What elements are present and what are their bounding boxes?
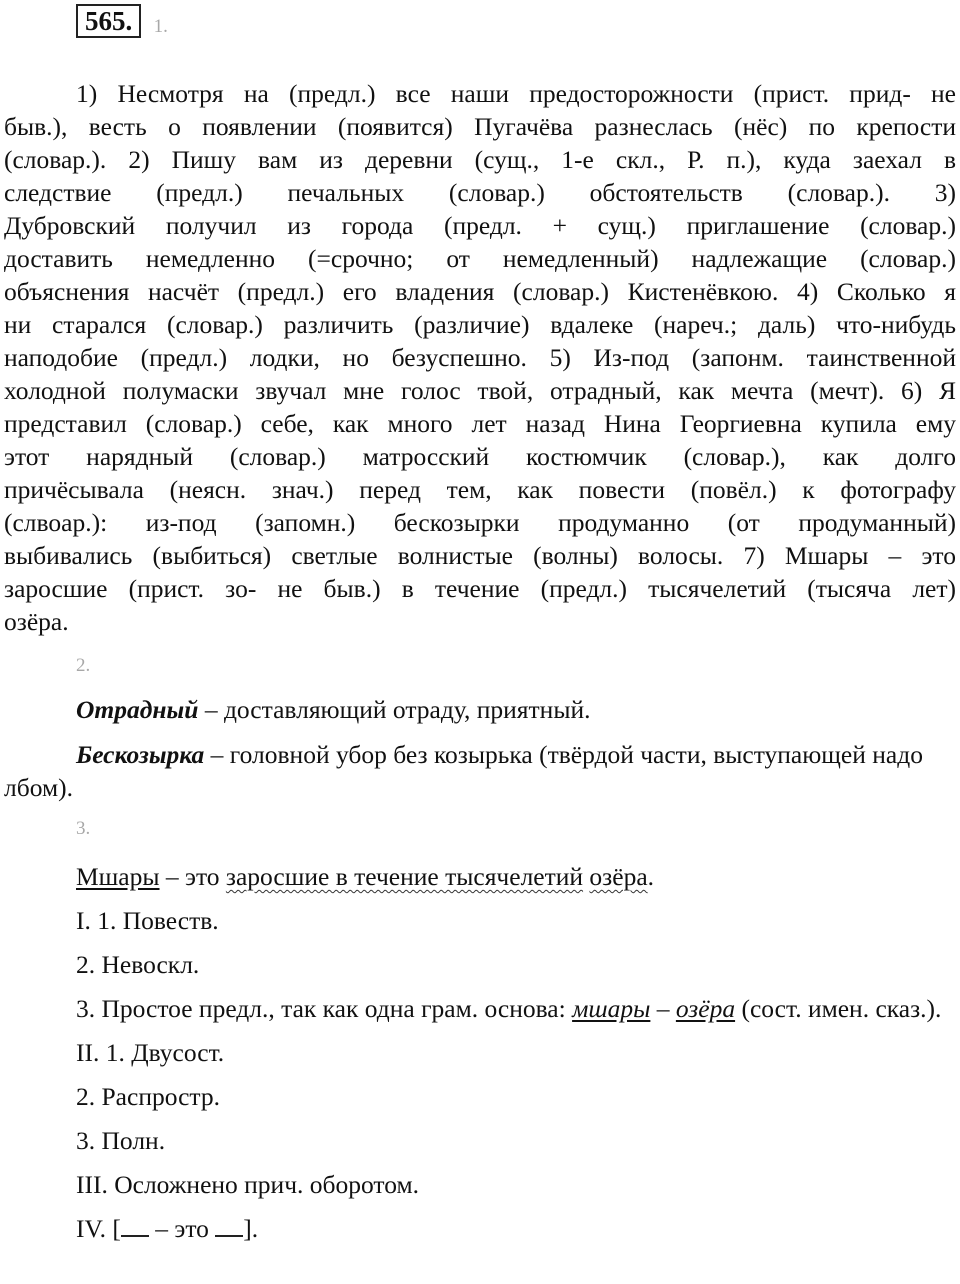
- analysis-text: (сост. имен. сказ.).: [735, 994, 942, 1023]
- analysis-text: 3. Простое предл., так как одна грам. основа:: [76, 994, 573, 1023]
- text-line: холодной полумаски звучал мне голос твой, отрадный, как мечта (мечт). 6) Я: [4, 376, 956, 405]
- dash-text: – это: [159, 862, 226, 891]
- text-line: (словар.). 2) Пишу вам из деревни (сущ., 1-е скл., Р. п.), куда заехал в: [4, 145, 956, 174]
- text-line: объяснения насчёт (предл.) его владения (словар.) Кистенёвкою. 4) Сколько я: [4, 277, 956, 306]
- text-line: быв.), весть о появлении (появится) Пугачёва разнеслась (нёс) по крепости: [4, 112, 956, 141]
- sentence-end: .: [647, 862, 655, 891]
- predicate-blank: [215, 1215, 243, 1237]
- analysis-item: III. Осложнено прич. оборотом.: [76, 1170, 419, 1199]
- analysis-item: I. 1. Повеств.: [76, 906, 219, 935]
- analysis-dash: –: [650, 994, 676, 1023]
- definition-term: Бескозырка: [76, 740, 205, 769]
- text-line: причёсывала (неясн. знач.) перед тем, как повести (повёл.) к фотографу: [4, 475, 956, 504]
- scheme-open: IV. [: [76, 1214, 121, 1243]
- grammar-predicate: озёра: [675, 994, 736, 1023]
- text-line: представил (словар.) себе, как много лет назад Нина Георгиевна купила ему: [4, 409, 956, 438]
- sentence-analysis: [4, 860, 956, 1256]
- subject-blank: [121, 1215, 149, 1237]
- scheme-mid: – это: [148, 1214, 216, 1243]
- analysis-item: [4, 992, 956, 1025]
- subject: Мшары: [76, 862, 160, 891]
- definitions: [4, 693, 956, 816]
- analysis-item: 3. Полн.: [76, 1126, 166, 1155]
- text-line: заросшие (прист. зо- не быв.) в течение (предл.) тысячелетий (тысяча лет): [4, 574, 956, 603]
- text-line: следствие (предл.) печальных (словар.) обстоятельств (словар.). 3): [4, 178, 956, 207]
- text-line: (слвоар.): из-под (запомн.) бескозырки продуманно (от продуманный): [4, 508, 956, 537]
- sentence-scheme: [4, 1212, 956, 1245]
- definition-text: – доставляющий отраду, приятный.: [198, 695, 591, 724]
- text-line: доставить немедленно (=срочно; от немедленный) надлежащие (словар.): [4, 244, 956, 273]
- analysis-item: 2. Распростр.: [76, 1082, 220, 1111]
- part-3-label: 3.: [76, 818, 91, 839]
- participial-phrase: заросшие в течение тысячелетий: [225, 862, 584, 891]
- definition-term: Отрадный: [76, 695, 199, 724]
- grammar-subject: мшары: [572, 994, 651, 1023]
- part-1-text: [4, 77, 956, 638]
- exercise-header: [76, 4, 168, 38]
- analysis-item: 2. Невоскл.: [76, 950, 200, 979]
- text-line: наподобие (предл.) лодки, но безуспешно. 5) Из-под (запонм. таинственной: [4, 343, 956, 372]
- scheme-close: ].: [243, 1214, 259, 1243]
- definition-text: – головной убор без козырька (твёрдой части, выступающей надо лбом).: [4, 740, 923, 802]
- definition: [4, 738, 956, 804]
- text-line: Дубровский получил из города (предл. + сущ.) приглашение (словар.): [4, 211, 956, 240]
- predicate: озёра: [589, 862, 648, 891]
- text-line: озёра.: [4, 607, 69, 636]
- analysis-item: II. 1. Двусост.: [76, 1038, 225, 1067]
- exercise-number: 565.: [76, 4, 141, 38]
- definition: [4, 693, 956, 726]
- parsed-sentence: [4, 860, 956, 893]
- text-line: выбивались (выбиться) светлые волнистые (волны) волосы. 7) Мшары – это: [4, 541, 956, 570]
- part-2-label: 2.: [76, 655, 91, 676]
- text-line: этот нарядный (словар.) матросский костюмчик (словар.), как долго: [4, 442, 956, 471]
- text-line: 1) Несмотря на (предл.) все наши предосторожности (прист. прид- не: [76, 79, 956, 108]
- part-1-label: 1.: [153, 16, 168, 37]
- text-line: ни старался (словар.) различить (различие) вдалеке (нареч.; даль) что-нибудь: [4, 310, 956, 339]
